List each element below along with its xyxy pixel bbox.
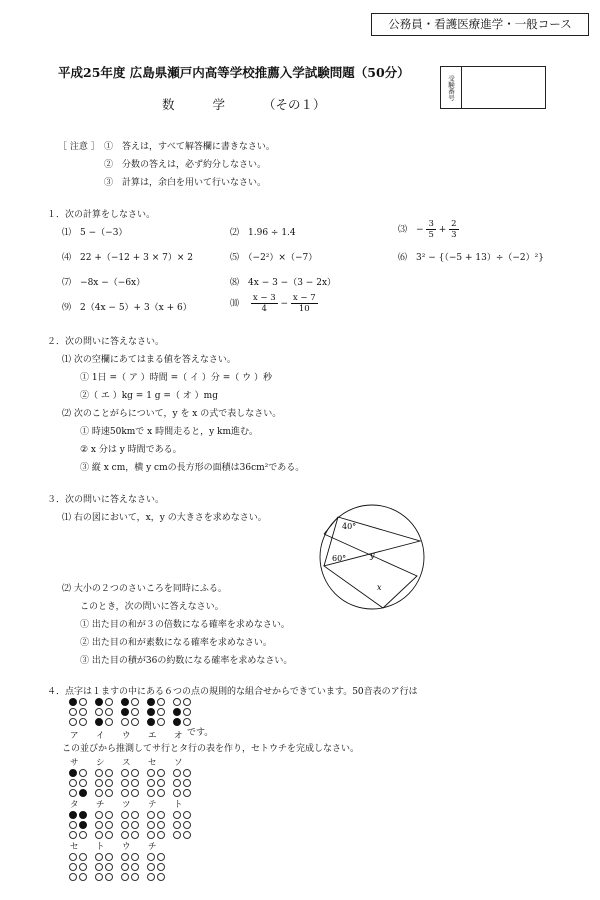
subject-char-2: 学 [212,97,226,112]
q1-item-4 [62,250,193,263]
braille-cell [94,810,114,840]
braille-kana-label: ト [174,800,183,810]
braille-dot-flat [157,718,165,726]
q1-item-7 [62,275,145,288]
item-expr: −8x −（−6x） [80,278,146,288]
braille-dot-flat [105,698,113,706]
braille-dot-flat [95,779,103,787]
item-expr: 3² − {（−5 + 13）÷（−2）²} [416,253,544,263]
braille-dot-flat [121,779,129,787]
item-num: ⑹ [398,253,408,263]
numerator: 3 [428,219,434,229]
braille-dot-raised [79,821,87,829]
denominator: 3 [451,230,457,240]
braille-dot-flat [157,853,165,861]
braille-dot-flat [95,863,103,871]
braille-dot-flat [147,769,155,777]
braille-cell [68,768,88,798]
braille-dot-flat [105,853,113,861]
braille-dot-flat [69,831,77,839]
braille-kana-label: ト [96,842,105,852]
braille-dot-flat [131,811,139,819]
braille-dot-flat [121,821,129,829]
q1-item-5 [230,250,317,263]
denominator: 4 [261,304,267,314]
q2-part2-c: ③ 縦 x cm，横 y cmの長方形の面積は36cm²である。 [80,463,305,473]
braille-dot-flat [131,863,139,871]
braille-kana-label: セ [70,842,79,852]
course-label: 公務員・看護医療進学・一般コース [371,13,589,36]
braille-dot-flat [95,789,103,797]
braille-dot-flat [157,831,165,839]
q1-heading: １．次の計算をしなさい。 [47,210,156,220]
braille-dot-flat [79,831,87,839]
q4-instruction: この並びから推測してサ行とタ行の表を作り，セトウチを完成しなさい。 [62,744,360,754]
q1-item-10 [230,293,318,314]
braille-kana-label: オ [174,731,183,741]
braille-dot-flat [131,708,139,716]
braille-dot-flat [147,853,155,861]
braille-dot-raised [121,698,129,706]
braille-cell [120,810,140,840]
q2-heading: ２．次の問いに答えなさい。 [47,337,165,347]
q3-part2-a: ① 出た目の和が３の倍数になる確率を求めなさい。 [80,620,290,630]
braille-dot-raised [121,708,129,716]
braille-cell [120,768,140,798]
braille-cell [120,697,140,727]
note-num: ① [104,142,114,152]
item-num: ⑶ [398,225,408,235]
braille-dot-flat [183,811,191,819]
item-expr: 22 +（−12 + 3 × 7）× 2 [80,253,193,263]
braille-dot-flat [79,769,87,777]
q1-item-9 [62,300,192,313]
note-2 [104,157,266,170]
braille-dot-flat [105,769,113,777]
braille-cell [68,697,88,727]
braille-dot-flat [157,769,165,777]
braille-dot-raised [95,698,103,706]
note-text: 答えは，すべて解答欄に書きなさい。 [122,142,275,152]
q2-part1-a: ① 1日 =（ ア ）時間 =（ イ ）分 =（ ウ ）秒 [80,373,272,383]
braille-kana-label: エ [148,731,157,741]
braille-dot-flat [131,718,139,726]
q4-heading: ４．点字は１ますの中にある６つの点の規則的な組合せからできています。50音表のア行は [47,687,418,697]
braille-cell [94,697,114,727]
braille-cell [146,768,166,798]
q3-part1: ⑴ 右の図において，x，y の大きさを求めなさい。 [62,513,267,523]
note-text: 計算は，余白を用いて行いなさい。 [122,178,267,188]
braille-dot-flat [69,789,77,797]
braille-dot-flat [147,789,155,797]
item-num: ⑸ [230,253,240,263]
item-num: ⑻ [230,278,240,288]
x-label: x [377,583,382,592]
note-text: 分数の答えは，必ず約分しなさい。 [122,160,267,170]
braille-dot-flat [147,821,155,829]
braille-kana-label: ス [122,758,131,768]
note-num: ③ [104,178,114,188]
subject-char-1: 数 [162,97,175,112]
braille-dot-flat [95,811,103,819]
braille-cell [146,810,166,840]
numerator: x − 3 [252,293,276,303]
braille-cell [94,768,114,798]
braille-dot-flat [147,863,155,871]
braille-dot-flat [173,821,181,829]
denominator: 10 [298,304,310,314]
braille-kana-label: イ [96,731,105,741]
braille-dot-flat [157,698,165,706]
braille-dot-flat [105,863,113,871]
braille-dot-flat [95,708,103,716]
braille-dot-raised [69,769,77,777]
braille-dot-flat [105,718,113,726]
braille-dot-flat [157,863,165,871]
braille-dot-flat [183,769,191,777]
braille-cell [94,852,114,882]
braille-dot-flat [157,873,165,881]
braille-dot-flat [69,718,77,726]
braille-dot-flat [69,821,77,829]
item-num: ⑼ [62,303,72,313]
braille-kana-label: チ [96,800,105,810]
numerator: 2 [451,219,457,229]
note-3 [104,175,266,188]
braille-dot-flat [105,821,113,829]
braille-kana-label: シ [96,758,105,768]
q1-item-1 [62,225,127,238]
braille-dot-raised [147,698,155,706]
braille-dot-flat [173,779,181,787]
braille-dot-flat [105,789,113,797]
braille-dot-raised [173,718,181,726]
subject-title [162,95,364,113]
item-expr: 4x − 3 −（3 − 2x） [248,278,337,288]
numerator: x − 7 [292,293,316,303]
braille-dot-flat [157,811,165,819]
braille-dot-flat [157,708,165,716]
exam-title: 平成25年度 広島県瀬戸内高等学校推薦入学試験問題（50分） [58,65,410,80]
q1-item-3 [398,219,459,240]
braille-dot-flat [121,853,129,861]
note-num: ② [104,160,114,170]
braille-dot-flat [147,811,155,819]
braille-dot-flat [105,873,113,881]
braille-dot-flat [95,831,103,839]
denominator: 5 [428,230,434,240]
braille-dot-flat [79,779,87,787]
braille-dot-flat [79,718,87,726]
exam-number-label: 受験番号 [441,67,462,108]
braille-dot-flat [173,698,181,706]
item-num: ⑴ [62,228,72,238]
braille-dot-raised [79,811,87,819]
circle-figure [310,504,436,610]
fraction-1 [251,293,278,314]
braille-dot-flat [69,863,77,871]
braille-kana-label: テ [148,800,157,810]
braille-dot-flat [69,873,77,881]
braille-cell [172,697,192,727]
braille-dot-flat [147,779,155,787]
note-1 [104,139,275,152]
braille-dot-flat [131,779,139,787]
braille-dot-flat [121,789,129,797]
braille-dot-flat [131,698,139,706]
braille-dot-flat [95,873,103,881]
braille-cell [120,852,140,882]
q2-part2: ⑵ 次のことがらについて，y を x の式で表しなさい。 [62,409,282,419]
braille-dot-flat [79,873,87,881]
braille-dot-flat [79,853,87,861]
braille-dot-raised [147,718,155,726]
q2-part2-a: ① 時速50kmで x 時間走ると，y km進む。 [80,427,259,437]
q1-item-6 [398,250,544,263]
operator: − [280,299,289,309]
braille-kana-label: サ [70,758,79,768]
braille-kana-label: セ [148,758,157,768]
braille-dot-flat [183,718,191,726]
braille-kana-label: ツ [122,800,131,810]
braille-dot-flat [157,779,165,787]
braille-dot-flat [183,779,191,787]
braille-dot-flat [173,811,181,819]
braille-dot-flat [105,779,113,787]
subject-part: （その１） [263,97,326,112]
braille-dot-flat [131,789,139,797]
braille-cell [68,852,88,882]
q3-part2-c: ③ 出た目の積が36の約数になる確率を求めなさい。 [80,656,293,666]
braille-dot-flat [157,789,165,797]
braille-dot-flat [121,811,129,819]
item-expr: （−2²）×（−7） [248,253,318,263]
braille-dot-flat [183,698,191,706]
notes-label: ［ 注意 ］ [58,142,100,152]
item-num: ⑵ [230,228,240,238]
q2-part2-b: ② x 分は y 時間である。 [80,445,182,455]
braille-dot-raised [69,811,77,819]
braille-dot-flat [79,863,87,871]
q1-item-8 [230,275,336,288]
braille-dot-flat [69,708,77,716]
braille-kana-label: ウ [122,842,131,852]
braille-cell [146,852,166,882]
braille-dot-flat [105,708,113,716]
fraction-1 [426,219,435,240]
item-expr: 1.96 ÷ 1.4 [248,228,296,238]
braille-dot-flat [79,698,87,706]
braille-cell [172,810,192,840]
braille-kana-label: タ [70,800,79,810]
braille-dot-flat [183,831,191,839]
braille-kana-label: ア [70,731,79,741]
braille-kana-label: ウ [122,731,131,741]
fraction-2 [291,293,318,314]
angle-60-label: 60° [332,554,347,563]
braille-dot-raised [173,708,181,716]
braille-dot-flat [95,821,103,829]
q3-part2: ⑵ 大小の２つのさいころを同時にふる。 [62,584,227,594]
braille-dot-flat [183,789,191,797]
fraction-2 [449,219,458,240]
braille-kana-label: チ [148,842,157,852]
q3-heading: ３．次の問いに答えなさい。 [47,495,165,505]
q4-a-row-end: です。 [187,728,214,738]
sign: − [416,225,424,235]
braille-dot-raised [147,708,155,716]
braille-dot-flat [131,769,139,777]
y-label: y [370,551,375,560]
braille-dot-flat [147,873,155,881]
braille-dot-flat [173,789,181,797]
braille-dot-flat [95,769,103,777]
braille-dot-flat [131,821,139,829]
braille-cell [172,768,192,798]
braille-dot-flat [121,873,129,881]
braille-dot-raised [79,789,87,797]
q1-item-2 [230,225,296,238]
braille-dot-flat [183,708,191,716]
braille-dot-flat [131,873,139,881]
braille-dot-raised [69,698,77,706]
braille-dot-flat [121,718,129,726]
braille-dot-flat [147,831,155,839]
braille-dot-flat [131,831,139,839]
q2-part1: ⑴ 次の空欄にあてはまる値を答えなさい。 [62,355,236,365]
braille-cell [68,810,88,840]
braille-kana-label: ソ [174,758,183,768]
braille-dot-flat [69,853,77,861]
braille-dot-flat [173,769,181,777]
braille-dot-flat [157,821,165,829]
braille-cell [146,697,166,727]
exam-number-box[interactable] [440,66,546,109]
braille-dot-flat [95,853,103,861]
q3-part2-intro: このとき，次の問いに答えなさい。 [80,602,224,612]
q2-part1-b: ②（ エ ）kg = 1 g =（ オ ）mg [80,391,218,401]
braille-dot-flat [79,708,87,716]
braille-dot-flat [69,779,77,787]
angle-40-label: 40° [342,522,357,531]
operator: + [438,225,447,235]
q3-part2-b: ② 出た目の和が素数になる確率を求めなさい。 [80,638,272,648]
braille-dot-flat [121,831,129,839]
item-num: ⑺ [62,278,72,288]
braille-dot-flat [121,769,129,777]
item-num: ⑽ [230,299,240,309]
item-num: ⑷ [62,253,72,263]
braille-dot-flat [105,831,113,839]
braille-dot-flat [121,863,129,871]
braille-dot-flat [173,831,181,839]
item-expr: 2（4x − 5）+ 3（x + 6） [80,303,192,313]
braille-dot-flat [131,853,139,861]
braille-dot-raised [95,718,103,726]
braille-dot-flat [183,821,191,829]
braille-dot-flat [105,811,113,819]
item-expr: 5 −（−3） [80,228,128,238]
